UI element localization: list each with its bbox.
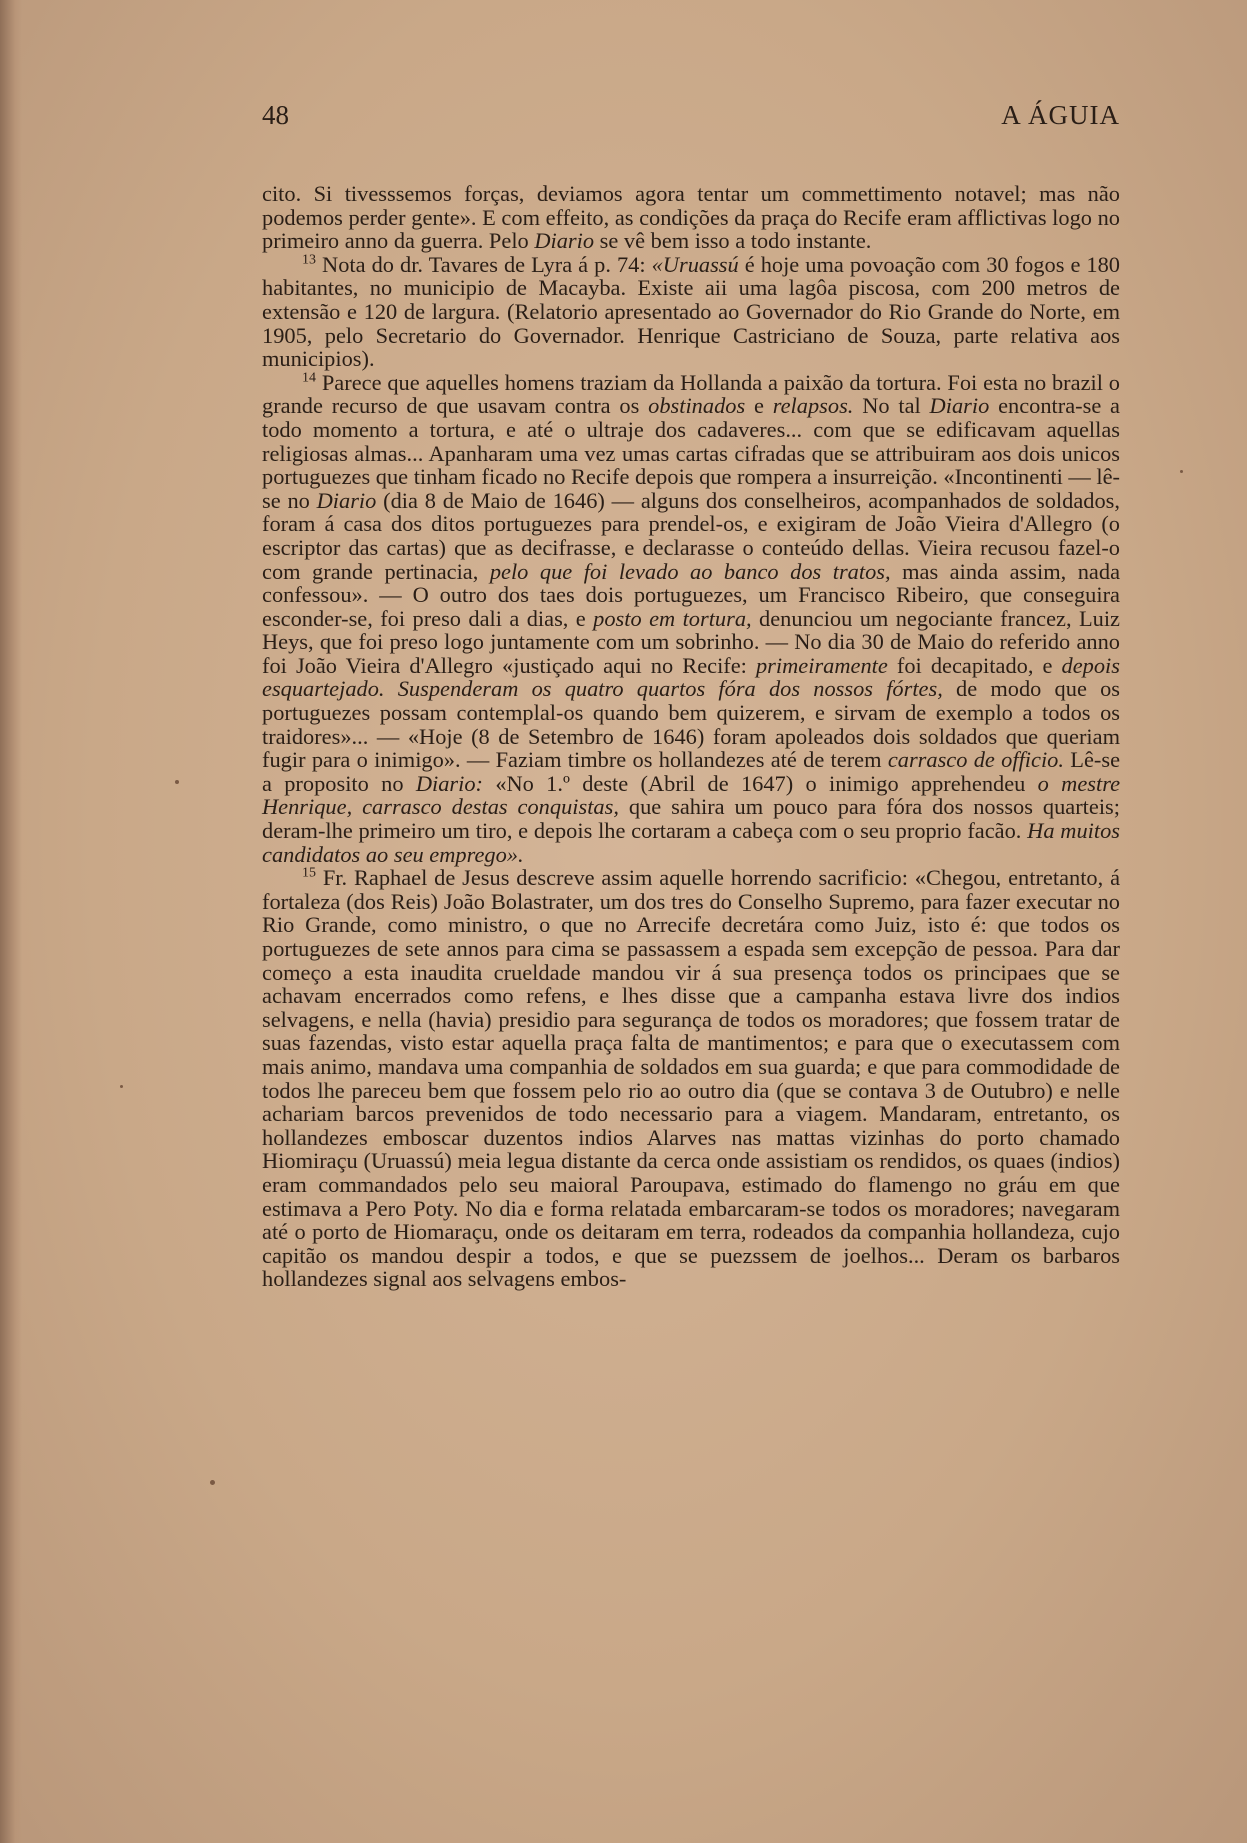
body-text (262, 182, 1120, 1291)
page-header (262, 100, 1120, 134)
footnote-15: $^{15}$ Fr. Raphael de Jesus descreve assim aquelle horrendo sacrificio: «Chegou, entretanto, á fortaleza (dos Reis) João Bolastrater, um dos tres do Conselho Supremo, para fazer executar no Rio Grande, como ministro, o que no Arrecife decretára como Juiz, isto é: que todos os portuguezes de sete annos para cima se passassem a espada sem excepção de pessoa. Para dar começo a esta inaudita crueldade mandou vir á sua presença todos os principaes que se achavam encerrados como refens, e lhes disse que a campanha estava livre dos indios selvagens, e nella (havia) presidio para segurança de todos os moradores; que fossem tratar de suas fazendas, visto estar aquella praça falta de mantimentos; e para que o executassem com mais animo, mandava uma companhia de soldados em sua guarda; e que para commodidade de todos lhe pareceu bem que fossem pelo rio ao outro dia (que se contava 3 de Outubro) e nelle achariam barcos prevenidos de todo necessario para a viagem. Mandaram, entretanto, os hollandezes emboscar duzentos indios Alarves nas mattas vizinhas do porto chamado Hiomiraçu (Uruassú) meia legua distante da cerca onde assistiam os rendidos, os quaes (indios) eram commandados pelo seu maioral Paroupava, estimado do flamengo no gráu em que estimava a Pero Poty. No dia e forma relatada embarcaram-se todos os moradores; navegaram até o porto de Hiomaraçu, onde os deitaram em terra, rodeados da companhia hollandeza, cujo capitão os mandou despir a todos, e que se puezssem de joelhos... Deram os barbaros hollandezes signal aos selvagens embos- (262, 865, 1121, 1292)
running-title: A ÁGUIA (1001, 100, 1120, 130)
footnote-13: $^{13}$ Nota do dr. Tavares de Lyra á p. 74: «Uruassú é hoje uma povoação com 30 fogos e 180 habitantes, no municipio de Macayba. Existe aii uma lagôa piscosa, com 200 metros de extensão e 120 de largura. (Relatorio apresentado ao Governador do Rio Grande do Norte, em 1905, pelo Secretario do Governador. Henrique Castriciano de Souza, parte relativa aos municipios). (262, 251, 1120, 372)
paper-speck (120, 1085, 123, 1088)
page-number: 48 (262, 100, 289, 130)
paragraph-continued: cito. Si tivesssemos forças, deviamos agora tentar um commettimento notavel; mas não podemos perder gente». E com effeito, as condições da praça do Recife eram afflictivas logo no primeiro anno da guerra. Pelo Diario se vê bem isso a todo instante. (262, 181, 1120, 254)
footnote-number: 15 (302, 865, 316, 881)
footnote-number: 13 (302, 252, 316, 268)
paper-speck (175, 780, 179, 784)
page-spine-shadow (0, 0, 22, 1843)
footnote-14: $^{14}$ Parece que aquelles homens traziam da Hollanda a paixão da tortura. Foi esta no brazil o grande recurso de que usavam contra os obstinados e relapsos. No tal Diario encontra-se a todo momento a tortura, e até o ultraje dos cadaveres... com que se edificavam aquellas religiosas almas... Apanharam uma vez umas cartas cifradas que se attribuiram aos dois unicos portuguezes que tinham ficado no Recife depois que rompera a insurreição. «Incontinenti — lê-se no Diario (dia 8 de Maio de 1646) — alguns dos conselheiros, acompanhados de soldados, foram á casa dos ditos portuguezes para prendel-os, e exigiram de João Vieira d'Allegro (o escriptor das cartas) que as decifrasse, e declarasse o conteúdo dellas. Vieira recusou fazel-o com grande pertinacia, pelo que foi levado ao banco dos tratos, mas ainda assim, nada confessou». — O outro dos taes dois portuguezes, um Francisco Ribeiro, que conseguira esconder-se, foi preso dali a dias, e posto em tortura, denunciou um negociante francez, Luiz Heys, que foi preso logo juntamente com um sobrinho. — No dia 30 de Maio do referido anno foi João Vieira d'Allegro «justiçado aqui no Recife: primeiramente foi decapitado, e depois esquartejado. Suspenderam os quatro quartos fóra dos nossos fórtes, de modo que os portuguezes possam contemplal-os quando bem quizerem, e sirvam de exemplo a todos os traidores»... — «Hoje (8 de Setembro de 1646) foram apoleados dois soldados que queriam fugir para o inimigo». — Faziam timbre os hollandezes até de terem carrasco de officio. Lê-se a proposito no Diario: «No 1.º deste (Abril de 1647) o inimigo apprehendeu o mestre Henrique, carrasco destas conquistas, que sahira um pouco para fóra dos nossos quarteis; deram-lhe primeiro um tiro, e depois lhe cortaram a cabeça com o seu proprio facão. Ha muitos candidatos ao seu emprego». (262, 369, 1121, 867)
footnote-number: 14 (302, 370, 316, 386)
paper-speck (1180, 470, 1183, 473)
paper-speck (210, 1480, 215, 1485)
